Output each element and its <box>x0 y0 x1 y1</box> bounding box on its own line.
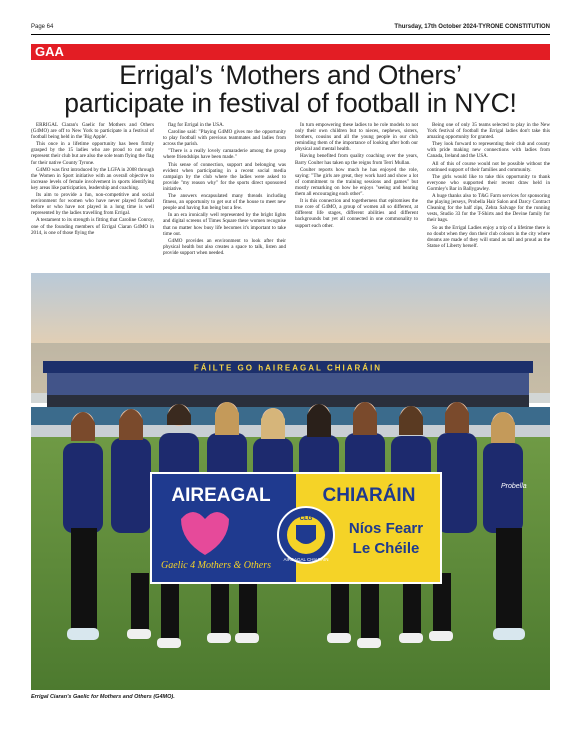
article-paragraph: This once in a lifetime opportunity has been firmly grasped by the 15 ladies who are proud to not only represent their club but are also the sole team flying the flag for their native County Tyrone. <box>31 141 154 166</box>
club-crest <box>278 507 334 563</box>
article-paragraph: This sense of connection, support and belonging was evident when participating in a recent social media campaign by the club where the ladies were asked to provide "my reason why" for the sports direct sponsored initiative. <box>163 161 286 192</box>
section-label: GAA <box>35 44 64 59</box>
article-paragraph: Caroline said: "Playing G4MO gives me the opportunity to play football with previous teammates and ladies from across the parish. <box>163 129 286 148</box>
article-paragraph: In turn empowering these ladies to be role models to not only their own children but to nieces, nephews, sisters, brothers, cousins and all the young people in our club reminding them of the importance of looking after both our physical and mental health. <box>295 122 418 153</box>
headline-line-2: participate in festival of football in NYC! <box>64 88 517 118</box>
header-rule <box>31 34 550 35</box>
headline-line-1: Errigal’s ‘Mothers and Others’ <box>119 60 462 90</box>
crest-shield-icon <box>296 525 316 544</box>
article-body <box>31 122 550 270</box>
article-paragraph: G4MO was first introduced by the LGFA in 2008 through the Women in Sport initiative with an overall objective to increase levels of female involvement in sports identifying key areas like participation, leadership and coaching. <box>31 166 154 191</box>
crest-ring-text: AIREAGAL CHIARÁIN <box>283 557 329 562</box>
team-photo-illustration <box>31 273 550 690</box>
article-paragraph: Its aim to provide a fun, non-competitive and social environment for women who have never played football before or who have not played in a long time is well represented by the ladies travelling from Errigal. <box>31 192 154 217</box>
article-paragraph: flag for Errigal in the USA. <box>168 122 225 128</box>
article-paragraph: Having benefited from quality coaching over the years, Barry Coulter has taken up the reigns from Terri Mullan. <box>295 153 418 166</box>
banner-motto-line-1: Níos Fearr <box>348 520 424 537</box>
article-paragraph: G4MO provides an environment to look after their physical health but also creates a space to talk, listen and provide support when needed. <box>163 237 286 256</box>
issue-line: Thursday, 17th October 2024-TYRONE CONSTITUTION <box>394 24 550 30</box>
stand-sign: FÁILTE GO hAIREAGAL CHIARÁIN <box>193 363 383 373</box>
article-column-1 <box>31 122 154 270</box>
club-banner <box>151 473 441 583</box>
article-paragraph: All of this of course would not be possible without the continued support of their families and community. <box>427 160 550 173</box>
banner-logo-text: Gaelic 4 Mothers & Others <box>161 560 271 571</box>
team-photo <box>31 273 550 690</box>
crest-initials: CLG <box>299 516 313 522</box>
headline <box>31 61 550 117</box>
article-paragraph: ERRIGAL Ciaran's Gaelic for Mothers and Others (G4MO) are off to New York to participate in a festival of football being held in the 'Big Apple'. <box>31 122 154 141</box>
article-paragraph: They look forward to representing their club and county with pride making new connections with ladies from Canada, Ireland and the USA. <box>427 141 550 160</box>
banner-motto-line-2: Le Chéile <box>352 540 420 557</box>
stadium-stand <box>31 361 550 437</box>
banner-right-text: CHIARÁIN <box>322 485 416 506</box>
article-paragraph: So as the Errigal Ladies enjoy a trip of a lifetime there is no doubt when they don their club colours in the city where dreams are made of they will stand as tall and proud as the Statue of Liberty herself. <box>427 224 550 249</box>
article-paragraph: The answers encapsulated many threads including fitness, an opportunity to get out of the house to meet new people and having fun being but a few. <box>163 193 286 212</box>
article-paragraph: The girls would like to take this opportunity to thank everyone who supported their recent draw held in Gormley's Bar in Ballygawley. <box>427 173 550 192</box>
article-column-2 <box>163 122 286 270</box>
article-paragraph: "There is a really lovely camaraderie among the group where friendships have been made." <box>163 148 286 161</box>
article-paragraph: Coulter reports how much he has enjoyed the role, saying: "The girls are great, they work hard and show a lot of commitment to the training sessions and games" but mostly remarking on how he enjoys "seeing and hearing them all encouraging each other". <box>295 166 418 198</box>
banner-left-text: AIREAGAL <box>171 485 271 506</box>
jersey-sponsor-text: Probella <box>501 483 527 490</box>
article-column-4 <box>427 122 550 270</box>
article-column-3 <box>295 122 418 270</box>
section-bar <box>31 44 550 60</box>
article-paragraph: In an era ironically well represented by the bright lights and digital screens of Times Square these women recognise that no matter how busy life becomes it's important to take time out. <box>163 212 286 237</box>
article-paragraph: A testament to its strength is fitting that Caroline Conroy, one of the founding members of Errigal Ciaran G4MO in 2014, is one of those flying the <box>31 217 154 236</box>
photo-caption: Errigal Ciaran's Gaelic for Mothers and Others (G4MO). <box>31 694 175 700</box>
article-paragraph: It is this connection and togetherness that epitomises the true core of G4MO, a group of women all so different, at different life stages, different abilities and different backgrounds but yet all connected in one commonality to support each other. <box>295 198 418 229</box>
article-paragraph: A huge thanks also to T&G Farm services for sponsoring the playing jerseys, Probella Hair Salon and Darcy Contract Cleaning for the half zips, Zehra Salvage for the running vests, Studio 33 for the T-Shirts and the Devine family for their bags. <box>427 193 550 224</box>
article-paragraph: Being one of only 35 teams selected to play in the New York festival of football the Errigal ladies don't take this amazing opportunity for granted. <box>427 122 550 141</box>
page-number: Page 64 <box>31 24 54 30</box>
